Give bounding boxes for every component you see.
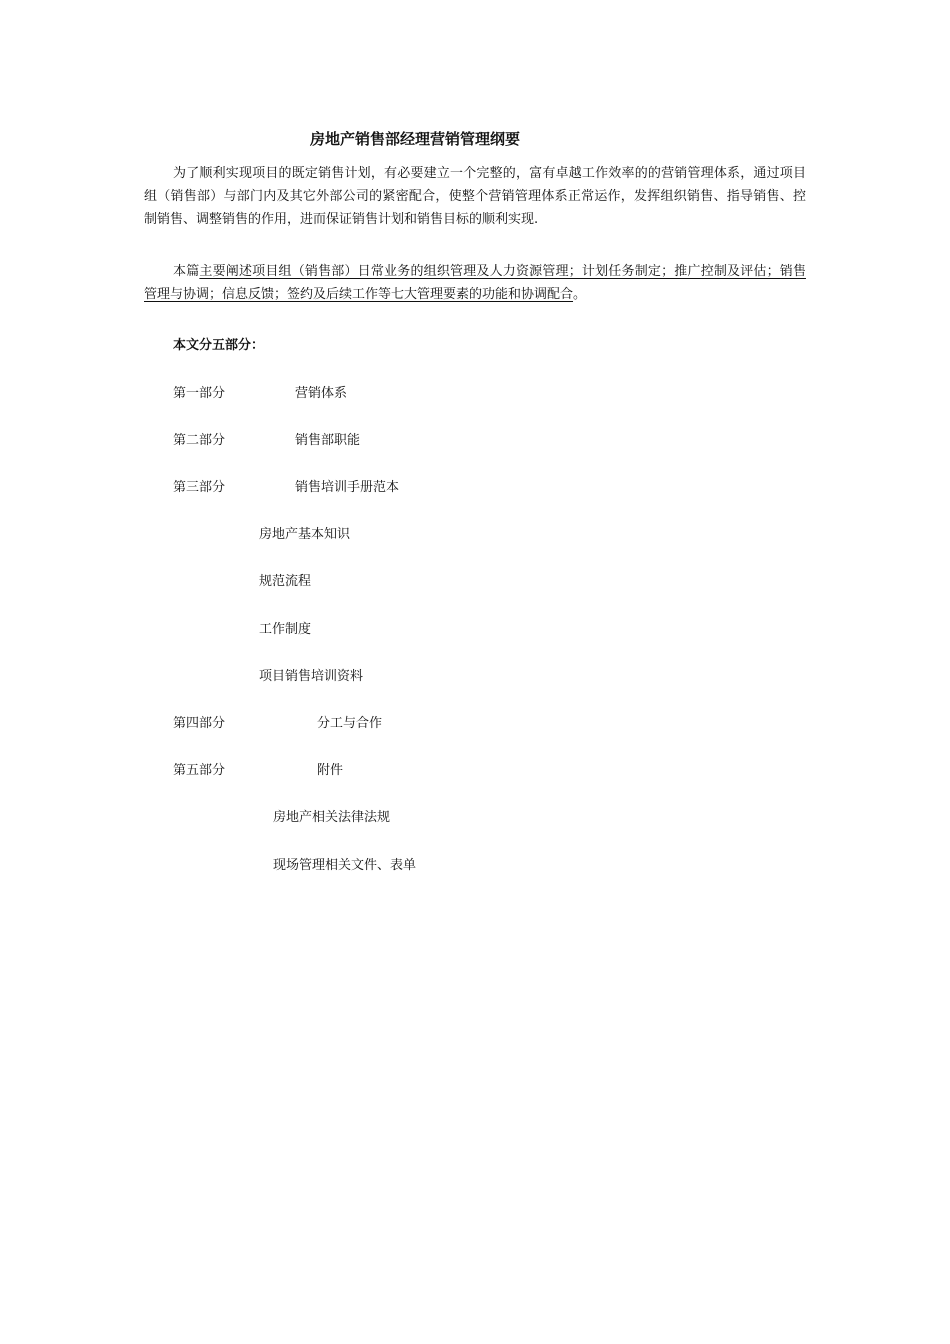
part-3-item: 规范流程 [259, 574, 312, 589]
part-1-name: 营销体系 [295, 386, 348, 401]
part-3-item: 项目销售培训资料 [259, 669, 364, 684]
intro-paragraph: 为了顺利实现项目的既定销售计划，有必要建立一个完整的，富有卓越工作效率的的营销管理体系，通过项目组（销售部）与部门内及其它外部公司的紧密配合，使整个营销管理体系正常运作，发挥组织销售、指导销售、控制销售、调整销售的作用，进而保证销售计划和销售目标的顺利实现. [144, 166, 806, 227]
part-3-item: 房地产基本知识 [259, 527, 351, 542]
part-1-label: 第一部分 [173, 386, 226, 401]
scope-prefix: 本篇 [173, 264, 200, 279]
part-4-name: 分工与合作 [317, 716, 383, 731]
part-5-label: 第五部分 [173, 763, 226, 778]
scope-underlined-text: 主要阐述项目组（销售部）日常业务的组织管理及人力资源管理；计划任务制定；推广控制及评估；销售管理与协调；信息反馈；签约及后续工作等七大管理要素的功能和协调配合 [144, 264, 806, 302]
part-2-label: 第二部分 [173, 433, 226, 448]
part-5-name: 附件 [317, 763, 344, 778]
document-title: 房地产销售部经理营销管理纲要 [310, 130, 521, 148]
part-4-label: 第四部分 [173, 716, 226, 731]
part-3-name: 销售培训手册范本 [295, 480, 400, 495]
scope-paragraph [144, 260, 806, 306]
part-5-item: 房地产相关法律法规 [273, 810, 391, 825]
scope-suffix: 。 [573, 287, 587, 302]
part-3-label: 第三部分 [173, 480, 226, 495]
part-5-item: 现场管理相关文件、表单 [273, 858, 417, 873]
part-3-item: 工作制度 [259, 622, 312, 637]
part-2-name: 销售部职能 [295, 433, 361, 448]
parts-heading: 本文分五部分： [173, 338, 265, 353]
